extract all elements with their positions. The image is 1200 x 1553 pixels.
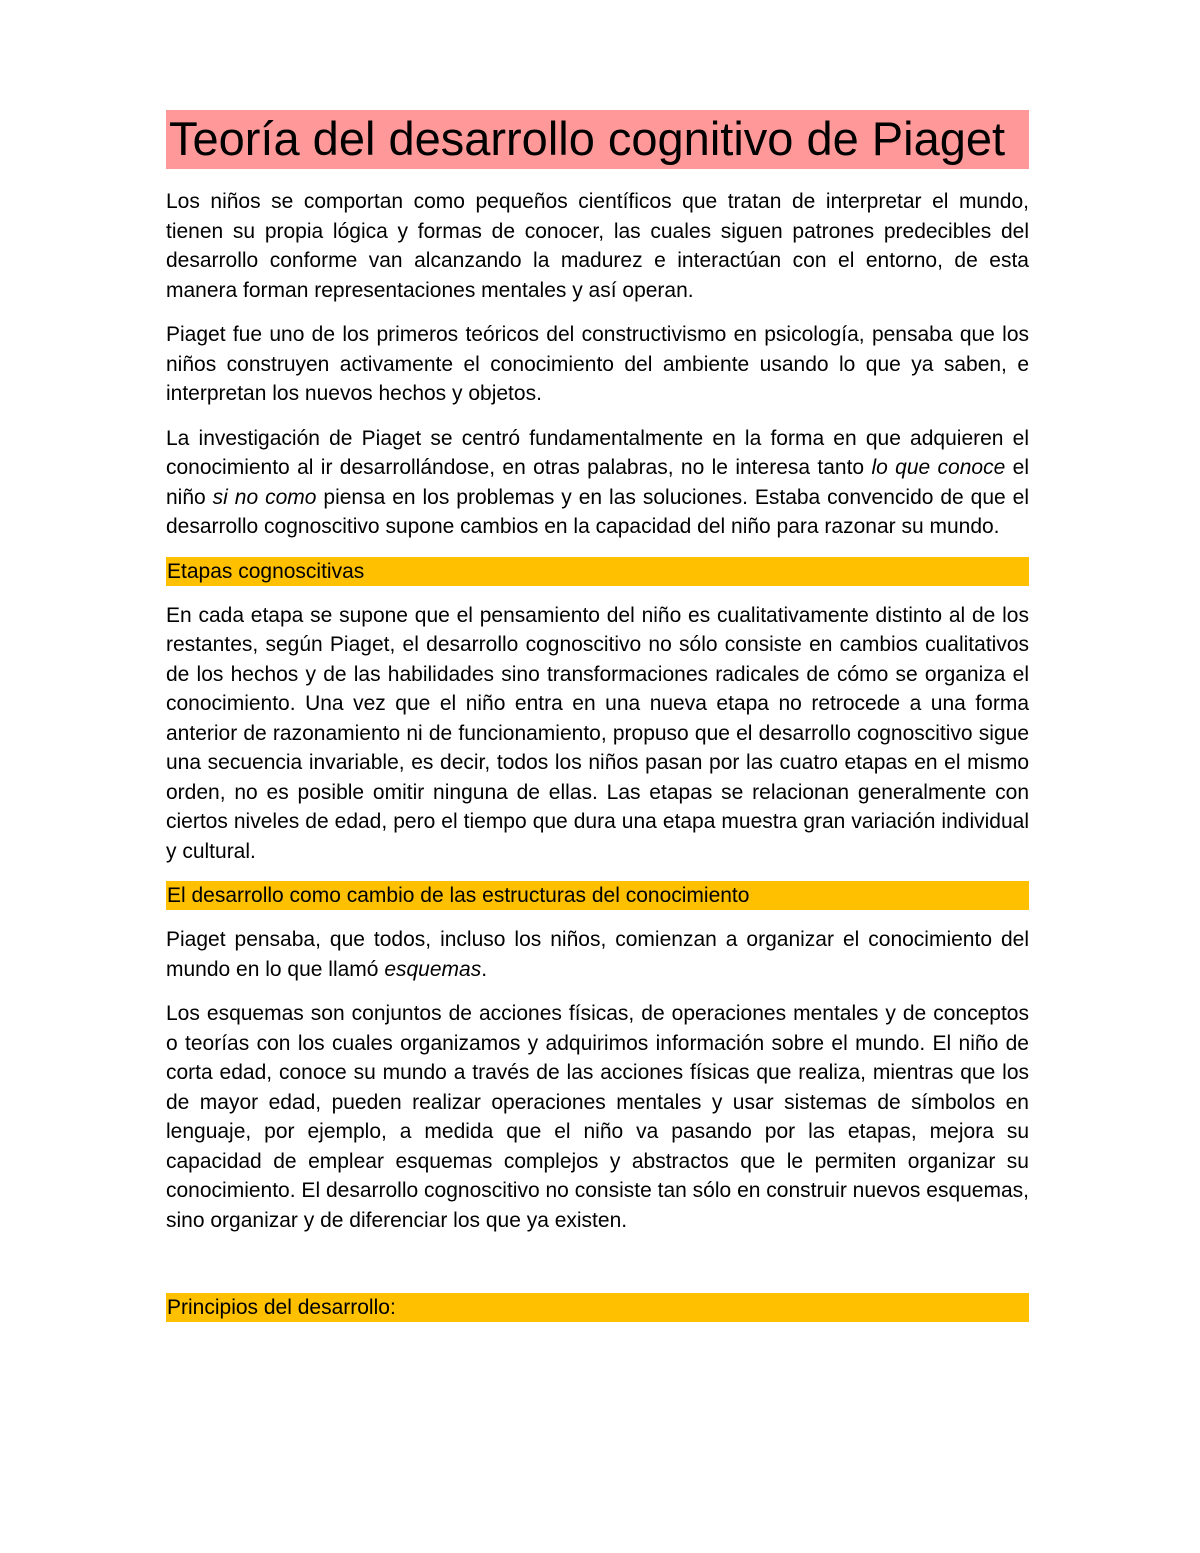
paragraph-constructivism: Piaget fue uno de los primeros teóricos del constructivismo en psicología, pensaba que los niños construyen activamente el conocimiento del ambiente usando lo que ya saben, e interpretan los nuevos hechos y objetos. xyxy=(166,323,1029,405)
text-run: piensa en los problemas y en las soluciones. Estaba convencido de que el desarrollo cognoscitivo supone cambios en la capacidad del niño para razonar su mundo. xyxy=(166,485,1030,538)
paragraph-esquemas: Los esquemas son conjuntos de acciones físicas, de operaciones mentales y de conceptos o teorías con los cuales organizamos y adquirimos información sobre el mundo. El niño de corta edad, conoce su mundo a través de las acciones físicas que realiza, mientras que los de mayor edad, pueden realizar operaciones mentales y usar sistemas de símbolos en lenguaje, por ejemplo, a medida que el niño va pasando por las etapas, mejora su capacidad de emplear esquemas complejos y abstractos que le permiten organizar su conocimiento. El desarrollo cognoscitivo no consiste tan sólo en construir nuevos esquemas, sino organizar y de diferenciar los que ya existen. xyxy=(166,1002,1029,1232)
italic-text: lo que conoce xyxy=(871,456,1006,479)
text-run: . xyxy=(481,957,488,981)
document-page xyxy=(166,110,1029,1322)
section-heading-estructuras: El desarrollo como cambio de las estructuras del conocimiento xyxy=(166,881,1029,910)
paragraph-esquemas-intro xyxy=(166,925,1029,984)
section-heading-etapas: Etapas cognoscitivas xyxy=(166,557,1029,586)
text-run: el niño xyxy=(166,456,1029,509)
paragraph-etapas: En cada etapa se supone que el pensamiento del niño es cualitativamente distinto al de los restantes, según Piaget, el desarrollo cognoscitivo no sólo consiste en cambios cualitativos de los hechos y de las habilidades sino transformaciones radicales de cómo se organiza el conocimiento. Una vez que el niño entra en una nueva etapa no retrocede a una forma anterior de razonamiento ni de funcionamiento, propuso que el desarrollo cognoscitivo sigue una secuencia invariable, es decir, todos los niños pasan por las cuatro etapas en el mismo orden, no es posible omitir ninguna de ellas. Las etapas se relacionan generalmente con ciertos niveles de edad, pero el tiempo que dura una etapa muestra gran variación individual y cultural. xyxy=(166,603,1029,863)
paragraph-intro: Los niños se comportan como pequeños científicos que tratan de interpretar el mundo, tienen su propia lógica y formas de conocer, las cuales siguen patrones predecibles del desarrollo conforme van alcanzando la madurez e interactúan con el entorno, de esta manera forman representaciones mentales y así operan. xyxy=(166,190,1029,302)
text-run: La investigación de Piaget se centró fundamentalmente en la forma en que adquieren el conocimiento al ir desarrollándose, en otras palabras, no le interesa tanto xyxy=(166,426,1029,479)
text-run: Piaget pensaba, que todos, incluso los niños, comienzan a organizar el conocimiento del mundo en lo que llamó xyxy=(166,928,1029,981)
italic-text: si no como xyxy=(212,485,317,509)
paragraph-research xyxy=(166,424,1029,542)
page-title: Teoría del desarrollo cognitivo de Piaget xyxy=(166,110,1029,169)
italic-text: esquemas xyxy=(384,957,482,981)
section-heading-principios: Principios del desarrollo: xyxy=(166,1293,1029,1322)
